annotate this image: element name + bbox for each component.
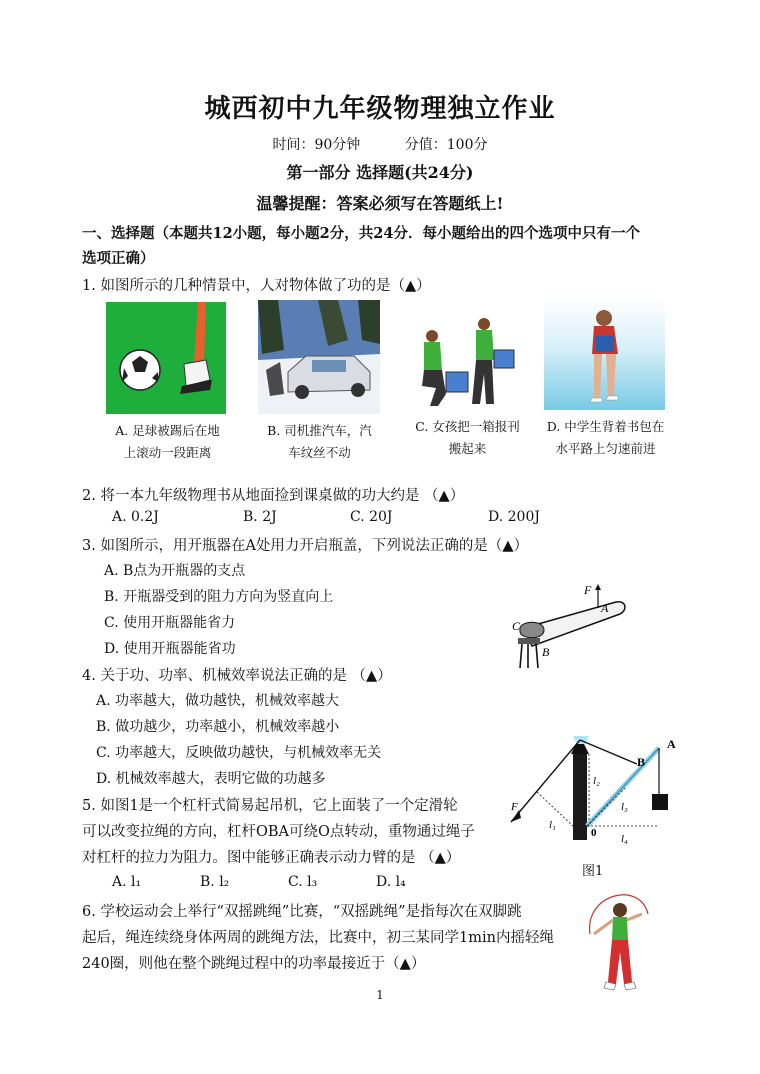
section-instruction-line1: 一、选择题（本题共12小题，每小题2分，共24分．每小题给出的四个选项中只有一个: [82, 225, 640, 242]
q1-image-car-in-snow: [258, 300, 380, 414]
opener-label-f: F: [584, 583, 592, 597]
page-title: 城西初中九年级物理独立作业: [204, 94, 556, 124]
q5-line2: 可以改变拉绳的方向，杠杆OBA可绕O点转动，重物通过绳子: [82, 824, 475, 840]
q3-option-d: D. 使用开瓶器能省功: [104, 641, 236, 657]
q1-caption-c: C. 女孩把一箱报刊 搬起来: [415, 419, 520, 456]
q4-option-a: A. 功率越大，做功越快，机械效率越大: [96, 693, 340, 709]
q1-image-girl-lifting-box: [410, 312, 522, 412]
q2-stem: 2. 将一本九年级物理书从地面捡到课桌做的功大约是 （▲）: [82, 488, 465, 504]
page-number: 1: [376, 988, 384, 1002]
q5-line3: 对杠杆的拉力为阻力。图中能够正确表示动力臂的是 （▲）: [82, 850, 461, 866]
q4-option-c: C. 功率越大，反映做功越快，与机械效率无关: [96, 745, 382, 761]
crane-label-l4: l₄: [621, 833, 628, 845]
opener-label-c: C: [512, 619, 521, 633]
q1-image-student-walking: [544, 298, 665, 410]
q5-option-a: A. l₁: [112, 874, 142, 890]
section-instruction-line2: 选项正确）: [82, 250, 155, 267]
q1-caption-d: D. 中学生背着书包在 水平路上匀速前进: [546, 419, 665, 456]
q6-line1: 6. 学校运动会上举行“双摇跳绳”比赛，“双摇跳绳”是指每次在双脚跳: [82, 904, 522, 920]
q5-option-d: D. l₄: [376, 874, 406, 890]
q1-caption-b: B. 司机推汽车，汽 车纹丝不动: [267, 423, 372, 460]
figure-1-caption: 图1: [582, 864, 604, 879]
bottle-opener-figure: [498, 576, 638, 674]
rope-skipper-image: [580, 884, 660, 1004]
q3-stem: 3. 如图所示，用开瓶器在A处用力开启瓶盖，下列说法正确的是（▲）: [82, 538, 529, 554]
q2-option-d: D. 200J: [488, 509, 540, 525]
opener-label-a: A: [601, 601, 609, 615]
q1-stem: 1. 如图所示的几种情景中，人对物体做了功的是（▲）: [82, 278, 431, 294]
q2-option-b: B. 2J: [243, 509, 277, 525]
crane-label-l3: l₃: [621, 801, 628, 813]
q6-line3: 240圈，则他在整个跳绳过程中的功率最接近于（▲）: [82, 956, 426, 972]
q5-option-c: C. l₃: [288, 874, 318, 890]
crane-label-l2: l₂: [593, 775, 600, 787]
exam-time: 时间：90分钟: [272, 137, 361, 153]
q3-option-a: A. B点为开瓶器的支点: [104, 563, 246, 579]
crane-label-b: B: [637, 755, 646, 769]
crane-label-l1: l₁: [549, 819, 556, 831]
q5-line1: 5. 如图1是一个杠杆式简易起吊机，它上面装了一个定滑轮: [82, 798, 458, 814]
q5-option-b: B. l₂: [200, 874, 230, 890]
q2-option-a: A. 0.2J: [112, 509, 159, 525]
crane-label-a: A: [667, 737, 676, 751]
exam-info: [0, 134, 760, 154]
q1-image-football: [106, 302, 226, 414]
q4-option-d: D. 机械效率越大，表明它做的功越多: [96, 771, 326, 787]
q1-caption-a: A. 足球被踢后在地 上滚动一段距离: [115, 423, 220, 460]
q2-option-c: C. 20J: [350, 509, 393, 525]
q3-option-c: C. 使用开瓶器能省力: [104, 615, 236, 631]
q4-option-b: B. 做功越少，功率越小，机械效率越小: [96, 719, 340, 735]
exam-score: 分值：100分: [404, 137, 488, 153]
part-heading: 第一部分 选择题(共24分): [286, 163, 474, 182]
crane-label-f: F: [511, 801, 518, 813]
q3-option-b: B. 开瓶器受到的阻力方向为竖直向上: [104, 589, 334, 605]
opener-label-b: B: [542, 645, 550, 659]
q6-line2: 起后，绳连续绕身体两周的跳绳方法，比赛中，初三某同学1min内摇轻绳: [82, 930, 554, 946]
crane-lever-figure: [505, 732, 695, 847]
q4-stem: 4. 关于功、功率、机械效率说法正确的是 （▲）: [82, 668, 392, 684]
warning-text: 温馨提醒：答案必须写在答题纸上!: [256, 194, 504, 213]
crane-label-o: 0: [591, 827, 597, 839]
